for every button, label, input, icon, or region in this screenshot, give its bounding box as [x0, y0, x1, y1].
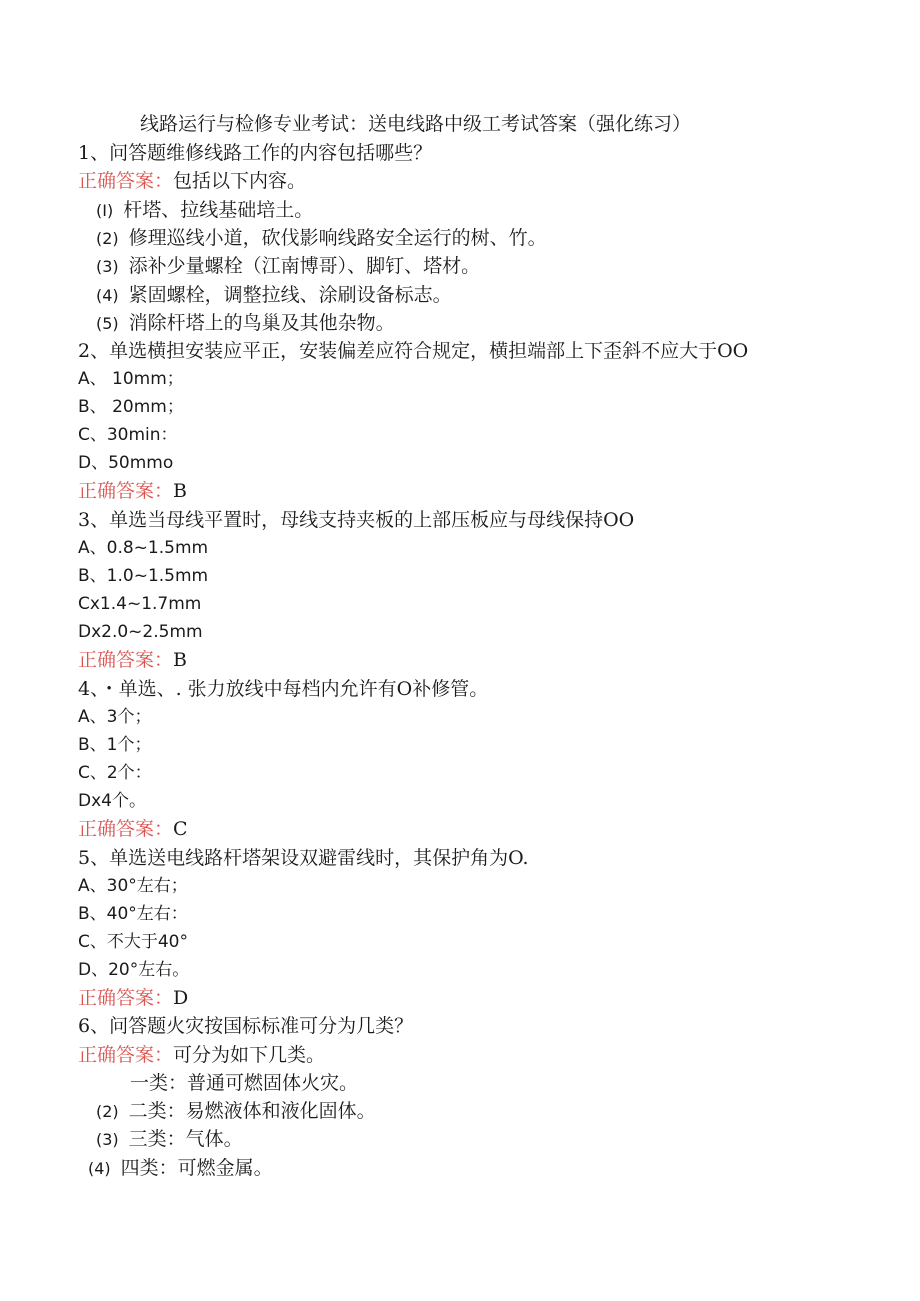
q1-item-2-text: 修理巡线小道，砍伐影响线路安全运行的树、竹。 [128, 227, 547, 249]
answer-label: 正确答案： [78, 818, 174, 840]
answer-5 [78, 985, 188, 1011]
answer-label: 正确答案： [78, 987, 174, 1009]
answer-2 [78, 478, 187, 504]
q5-option-d: D、20°左右。 [78, 960, 190, 980]
q1-item-3 [96, 253, 480, 280]
question-2: 2、单选横担安装应平正，安装偏差应符合规定，横担端部上下歪斜不应大于OO [78, 340, 749, 362]
q6-item-4 [88, 1155, 273, 1182]
q4-option-a: A、3个； [78, 707, 152, 727]
q2-option-a: A、 10mm； [78, 369, 184, 389]
q5-option-a: A、30°左右； [78, 876, 188, 896]
q2-option-b: B、 20mm； [78, 397, 184, 417]
answer-label: 正确答案： [78, 480, 174, 502]
q1-item-2 [96, 225, 547, 252]
q6-item-3-text: 三类：气体。 [128, 1128, 243, 1150]
question-3: 3、单选当母线平置时，母线支持夹板的上部压板应与母线保持OO [78, 509, 635, 531]
q2-option-c: C、30min： [78, 425, 178, 445]
q1-item-1-text: 杆塔、拉线基础培土。 [123, 199, 314, 221]
q2-option-d: D、50mmo [78, 453, 174, 473]
q1-item-1-num: (I) [96, 201, 114, 220]
answer-2-value: B [173, 480, 187, 502]
answer-1 [78, 168, 306, 194]
question-5: 5、单选送电线路杆塔架设双避雷线时，其保护角为O. [78, 847, 529, 869]
q1-item-1 [96, 197, 313, 224]
q5-option-c: C、不大于40° [78, 932, 189, 952]
page-title: 线路运行与检修专业考试：送电线路中级工考试答案（强化练习） [140, 113, 692, 135]
answer-1-value: 包括以下内容。 [173, 170, 307, 192]
answer-6 [78, 1042, 325, 1068]
answer-3 [78, 647, 187, 673]
answer-5-value: D [173, 987, 189, 1009]
q6-item-2 [96, 1098, 376, 1125]
q3-option-c: Cx1.4~1.7mm [78, 594, 202, 614]
q1-item-5-text: 消除杆塔上的鸟巢及其他杂物。 [128, 312, 395, 334]
answer-4 [78, 816, 188, 842]
answer-label: 正确答案： [78, 1044, 174, 1066]
q1-item-2-num: (2) [96, 229, 119, 248]
q6-item-2-num: (2) [96, 1102, 119, 1121]
q1-item-5-num: (5) [96, 314, 119, 333]
q1-item-4-num: (4) [96, 286, 119, 305]
q1-item-4-text: 紧固螺栓，调整拉线、涂刷设备标志。 [128, 284, 452, 306]
q6-item-2-text: 二类：易燃液体和液化固体。 [128, 1100, 376, 1122]
q1-item-5 [96, 310, 395, 337]
answer-label: 正确答案： [78, 649, 174, 671]
q5-option-b: B、40°左右： [78, 904, 188, 924]
answer-3-value: B [173, 649, 187, 671]
q1-item-3-num: (3) [96, 257, 119, 276]
q6-item-4-text: 四类：可燃金属。 [120, 1157, 273, 1179]
question-4: 4、・单选、. 张力放线中每档内允许有O补修管。 [78, 678, 489, 700]
q4-option-d: Dx4个。 [78, 791, 146, 811]
q3-option-b: B、1.0~1.5mm [78, 566, 209, 586]
q3-option-a: A、0.8~1.5mm [78, 538, 209, 558]
answer-6-value: 可分为如下几类。 [173, 1044, 326, 1066]
q4-option-b: B、1个； [78, 735, 152, 755]
answer-label: 正确答案： [78, 170, 174, 192]
q6-item-4-num: (4) [88, 1159, 111, 1178]
question-1: 1、问答题维修线路工作的内容包括哪些？ [78, 142, 433, 164]
q4-option-c: C、2个： [78, 763, 152, 783]
q6-item-1 [130, 1070, 358, 1096]
q1-item-3-text: 添补少量螺栓（江南博哥）、脚钉、塔材。 [128, 255, 481, 277]
q3-option-d: Dx2.0~2.5mm [78, 622, 203, 642]
answer-4-value: C [173, 818, 188, 840]
q6-item-3 [96, 1126, 243, 1153]
q6-item-1-text: 一类：普通可燃固体火灾。 [130, 1072, 359, 1094]
question-6: 6、问答题火灾按国标标准可分为几类？ [78, 1015, 414, 1037]
q6-item-3-num: (3) [96, 1130, 119, 1149]
q1-item-4 [96, 282, 452, 309]
